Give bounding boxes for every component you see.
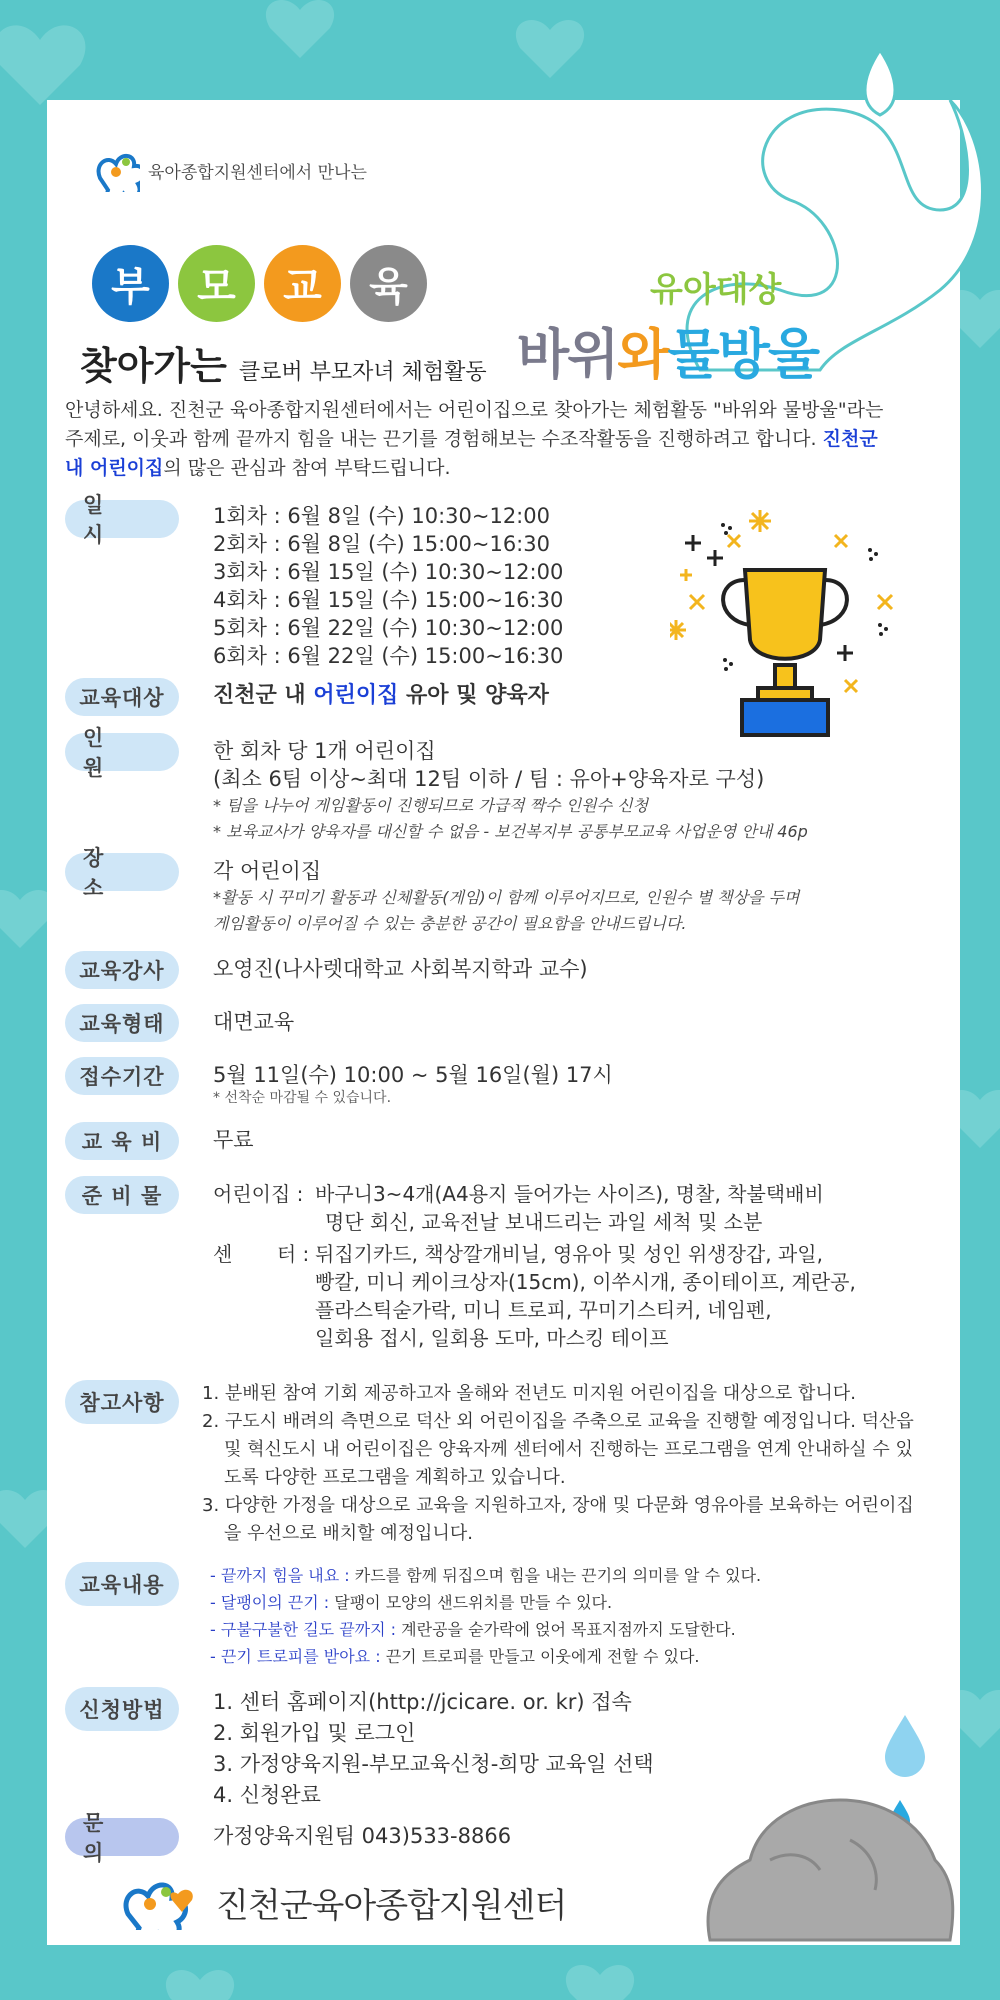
lecturer-value: 오영진(나사렛대학교 사회복지학과 교수) xyxy=(213,957,588,981)
reference-item: 3. 다양한 가정을 대상으로 교육을 지원하고자, 장애 및 다문화 영유아를 보육하는 어린이집을 우선으로 배치할 예정입니다. xyxy=(202,1495,914,1544)
contents-item: - 끈기 트로피를 받아요 : 끈기 트로피를 만들고 이웃에게 전할 수 있다. xyxy=(210,1647,700,1666)
reference-item: 1. 분배된 참여 기회 제공하고자 올해와 전년도 미지원 어린이집을 대상으로 합니다. xyxy=(202,1383,856,1404)
program-title: 바위와물방울 xyxy=(517,323,818,386)
contents-item: - 달팽이의 끈기 : 달팽이 모양의 샌드위치를 만들 수 있다. xyxy=(210,1593,613,1612)
title-row xyxy=(80,335,487,390)
apply-item: 3. 가정양육지원-부모교육신청-희망 교육일 선택 xyxy=(213,1752,654,1776)
circle-char: 모 xyxy=(178,245,255,322)
parent-education-circles xyxy=(92,245,427,322)
contents-label: 교육내용 xyxy=(65,1562,179,1606)
lecturer-label: 교육강사 xyxy=(65,951,179,989)
period-value: 5월 11일(수) 10:00 ~ 5월 16일(월) 17시 * 선착순 마감될 수 있습니다. xyxy=(213,1063,613,1106)
apply-item: 1. 센터 홈페이지(http://jcicare. or. kr) 접속 xyxy=(213,1690,632,1714)
center-logo xyxy=(92,148,367,192)
circle-char: 부 xyxy=(92,245,169,322)
schedule-item: 3회차 : 6월 15일 (수) 10:30~12:00 xyxy=(213,560,564,584)
reference-list xyxy=(202,1380,922,1548)
fee-label: 교 육 비 xyxy=(65,1122,179,1160)
circle-char: 육 xyxy=(350,245,427,322)
prep-label: 준 비 물 xyxy=(65,1176,179,1214)
title-big: 찾아가는 xyxy=(80,344,227,388)
circle-char: 교 xyxy=(264,245,341,322)
schedule-label: 일 시 xyxy=(65,500,179,538)
contact-label: 문 의 xyxy=(65,1818,179,1856)
reference-label: 참고사항 xyxy=(65,1380,179,1424)
trophy-icon xyxy=(670,495,900,745)
schedule-item: 2회차 : 6월 8일 (수) 15:00~16:30 xyxy=(213,532,550,556)
schedule-list xyxy=(213,502,563,670)
footer-org-name: 진천군육아종합지원센터 xyxy=(216,1885,567,1926)
reference-item: 2. 구도시 배려의 측면으로 덕산 외 어린이집을 주축으로 교육을 진행할 예정입니다. 덕산읍 및 혁신도시 내 어린이집은 양육자께 센터에서 진행하는 프로그램을 연계 안내하실 수 있도록 다양한 프로그램을 계획하고 있습니다. xyxy=(202,1411,914,1488)
target-label: 교육대상 xyxy=(65,678,179,716)
title-sub: 클로버 부모자녀 체험활동 xyxy=(238,360,487,385)
rock-illustration xyxy=(700,1710,960,1950)
intro-text: 안녕하세요. 진천군 육아종합지원센터에서는 어린이집으로 찾아가는 체험활동 "바위와 물방울"라는 주제로, 이웃과 함께 끝까지 힘을 내는 끈기를 경험해보는 수조작활동을 진행하려고 합니다. 진천군 내 어린이집의 많은 관심과 참여 부탁드립니다. xyxy=(65,399,884,479)
people-value: 한 회차 당 1개 어린이집 (최소 6팀 이상~최대 12팀 이하 / 팀 : 유아+양육자로 구성) * 팀을 나누어 게임활동이 진행되므로 가급적 짝수 인원수 신청 * 보육교사가 양육자를 대신할 수 없음 - 보건복지부 공통부모교육 사업운영 안내 46p xyxy=(213,739,808,841)
format-value: 대면교육 xyxy=(213,1010,295,1034)
fee-value: 무료 xyxy=(213,1128,254,1152)
schedule-item: 6회차 : 6월 22일 (수) 15:00~16:30 xyxy=(213,644,564,668)
contact-value: 가정양육지원팀 043)533-8866 xyxy=(213,1824,512,1848)
period-label: 접수기간 xyxy=(65,1057,179,1095)
schedule-item: 1회차 : 6월 8일 (수) 10:30~12:00 xyxy=(213,504,550,528)
apply-item: 2. 회원가입 및 로그인 xyxy=(213,1721,416,1745)
apply-item: 4. 신청완료 xyxy=(213,1783,321,1807)
people-label: 인 원 xyxy=(65,733,179,771)
place-label: 장 소 xyxy=(65,853,179,891)
apply-list xyxy=(213,1687,654,1811)
format-label: 교육형태 xyxy=(65,1004,179,1042)
contents-item: - 구불구불한 길도 끝까지 : 계란공을 숟가락에 얹어 목표지점까지 도달한다. xyxy=(210,1620,736,1639)
target-label: 유아대상 xyxy=(650,270,782,310)
contents-item: - 끝까지 힘을 내요 : 카드를 함께 뒤집으며 힘을 내는 끈기의 의미를 알 수 있다. xyxy=(210,1566,762,1585)
target-value: 진천군 내 어린이집 유아 및 양육자 xyxy=(213,683,549,708)
center-tagline: 육아종합지원센터에서 만나는 xyxy=(148,162,367,183)
schedule-item: 5회차 : 6월 22일 (수) 10:30~12:00 xyxy=(213,616,564,640)
place-value: 각 어린이집 *활동 시 꾸미기 활동과 신체활동(게임)이 함께 이루어지므로, 인원수 별 책상을 두며 게임활동이 이루어질 수 있는 충분한 공간이 필요함을 안내드립니다. xyxy=(213,859,800,933)
contents-list xyxy=(210,1562,761,1670)
schedule-item: 4회차 : 6월 15일 (수) 15:00~16:30 xyxy=(213,588,564,612)
clover-logo-icon xyxy=(118,1874,208,1930)
clover-logo-icon xyxy=(92,148,140,192)
footer-logo xyxy=(118,1874,566,1930)
apply-label: 신청방법 xyxy=(65,1687,179,1731)
prep-value: 어린이집 : 바구니3~4개(A4용지 들어가는 사이즈), 명찰, 착불택배비 명단 회신, 교육전날 보내드리는 과일 세척 및 소분 센 터 : 뒤집기카드, 책상깔개비닐, 영유아 및 성인 위생장갑, 과일, 빵칼, 미니 케이크상자(15cm), 이쑤시개, 종이테이프, 계란공, 플라스틱숟가락, 미니 트로피, 꾸미기스티커, 네임펜, 일회용 접시, 일회용 도마, 마스킹 테이프 xyxy=(213,1182,856,1350)
